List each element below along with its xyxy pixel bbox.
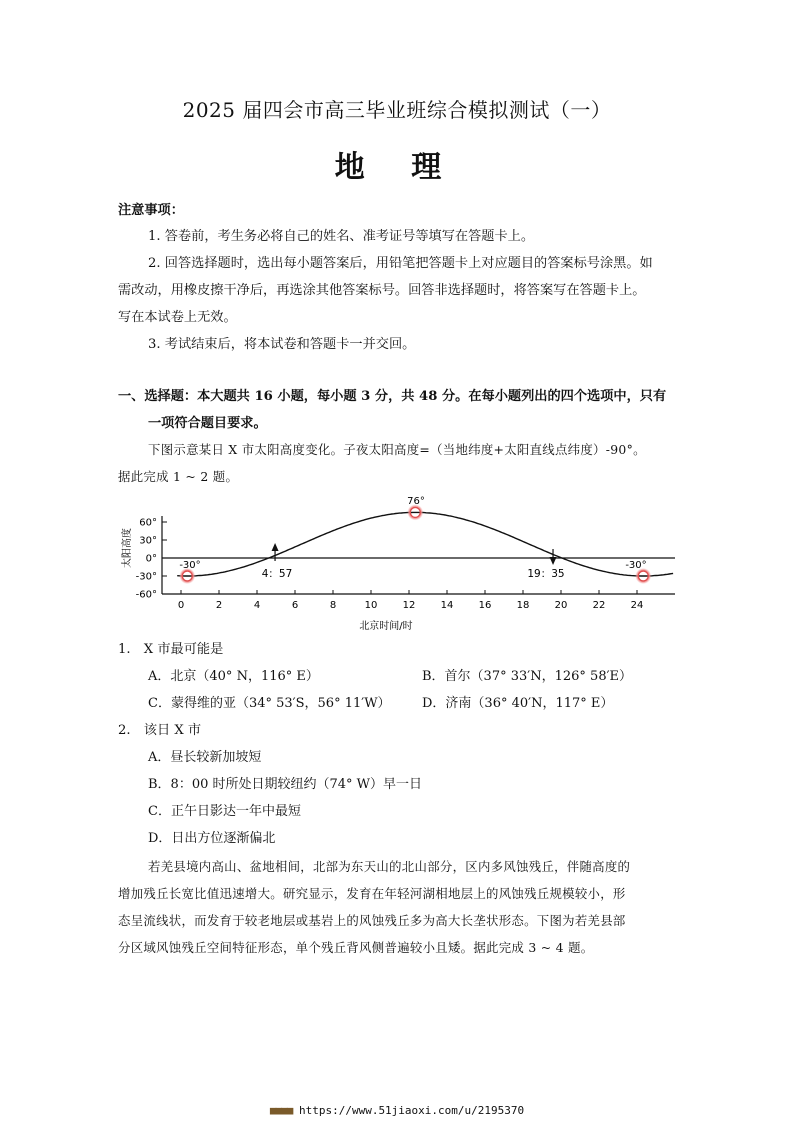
sunset-arrowhead (550, 557, 557, 565)
x-tick-label: 0 (177, 600, 185, 611)
exam-title: 2025 届四会市高三毕业班综合模拟测试（一） (182, 98, 612, 122)
y-tick-label: 60° (139, 517, 157, 529)
y-tick-label: -30° (135, 571, 157, 583)
section1-heading-cont: 一项符合题目要求。 (148, 416, 267, 431)
question-2-option-a: A．昼长较新加坡短 (148, 750, 262, 765)
question-1-option-d: D．济南（36° 40′N，117° E） (422, 696, 614, 711)
x-tick-label: 20 (554, 600, 568, 611)
sunrise-arrowhead (272, 543, 279, 551)
sun-altitude-curve (177, 512, 673, 576)
x-tick-label: 16 (478, 600, 492, 611)
question-2-option-d: D．日出方位逐渐偏北 (148, 831, 276, 846)
notice-item-2-end: 写在本试卷上无效。 (118, 310, 237, 325)
passage-line-4: 分区域风蚀残丘空间特征形态，单个残丘背风侧普遍较小且矮。据此完成 3 ~ 4 题。 (118, 940, 594, 955)
x-tick-label: 2 (215, 600, 223, 611)
x-tick-label: 8 (329, 600, 337, 611)
question-1-option-a: A．北京（40° N，116° E） (148, 669, 319, 684)
section1-heading: 一、选择题：本大题共 16 小题，每小题 3 分，共 48 分。在每小题列出的四个选项中，只有 (118, 389, 667, 404)
notice-item-1: 1. 答卷前，考生务必将自己的姓名、准考证号等填写在答题卡上。 (148, 229, 535, 244)
x-tick-label: 24 (630, 600, 644, 611)
x-tick-label: 6 (291, 600, 299, 611)
passage-line-2: 增加残丘长宽比值迅速增大。研究显示，发育在年轻河湖相地层上的风蚀残丘规模较小，形 (118, 886, 626, 901)
question-1-stem: 1. X 市最可能是 (118, 642, 224, 657)
footer-watermark: ■■■■ (269, 1104, 293, 1117)
sunset-label: 19：35 (527, 568, 565, 580)
footer-url[interactable]: https://www.51jiaoxi.com/u/2195370 (298, 1104, 525, 1117)
min-left-label: -30° (179, 560, 201, 571)
passage-line-1: 若羌县境内高山、盆地相间，北部为东天山的北山部分，区内多风蚀残丘，伴随高度的 (148, 859, 631, 874)
sun-altitude-chart (110, 488, 690, 633)
question-2-stem: 2. 该日 X 市 (118, 723, 202, 738)
x-tick-label: 4 (253, 600, 261, 611)
subject-title: 地 理 (334, 150, 460, 185)
x-tick-label: 10 (364, 600, 378, 611)
x-axis-label: 北京时间/时 (359, 621, 413, 632)
question-1-option-c: C．蒙得维的亚（34° 53′S，56° 11′W） (148, 696, 391, 711)
y-tick-label: -60° (135, 589, 157, 601)
section1-intro: 下图示意某日 X 市太阳高度变化。子夜太阳高度=（当地纬度+太阳直线点纬度）-90°。 (148, 442, 646, 457)
section1-intro-cont: 据此完成 1 ~ 2 题。 (118, 469, 239, 484)
y-tick-label: 30° (139, 535, 157, 547)
sunrise-label: 4：57 (261, 568, 293, 580)
question-2-option-c: C．正午日影达一年中最短 (148, 804, 301, 819)
notice-item-2: 2. 回答选择题时，选出每小题答案后，用铅笔把答题卡上对应题目的答案标号涂黑。如 (148, 256, 653, 271)
question-2-option-b: B．8：00 时所处日期较纽约（74° W）早一日 (148, 777, 423, 792)
y-axis-label: 太阳高度 (122, 528, 133, 568)
notice-item-2-cont: 需改动，用橡皮擦干净后，再选涂其他答案标号。回答非选择题时，将答案写在答题卡上。 (118, 283, 646, 298)
passage-line-3: 态呈流线状，而发育于较老地层或基岩上的风蚀残丘多为高大长垄状形态。下图为若羌县部 (118, 913, 626, 928)
x-tick-label: 14 (440, 600, 454, 611)
min-right-label: -30° (625, 560, 647, 571)
notice-heading: 注意事项： (118, 203, 184, 218)
x-tick-label: 12 (402, 600, 416, 611)
y-tick-label: 0° (145, 553, 157, 565)
footer (0, 1104, 794, 1117)
notice-item-3: 3. 考试结束后，将本试卷和答题卡一并交回。 (148, 337, 416, 352)
question-1-option-b: B．首尔（37° 33′N，126° 58′E） (422, 669, 633, 684)
x-tick-label: 22 (592, 600, 606, 611)
x-tick-label: 18 (516, 600, 530, 611)
max-altitude-label: 76° (407, 496, 425, 507)
